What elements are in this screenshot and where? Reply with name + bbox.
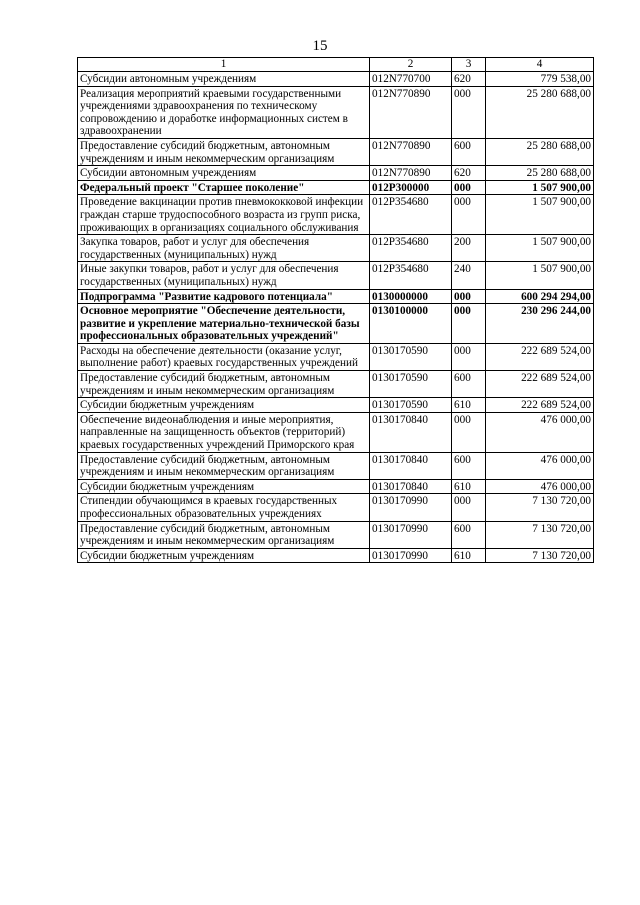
table-row (78, 180, 594, 195)
row-amount: 1 507 900,00 (486, 262, 594, 289)
row-description: Обеспечение видеонаблюдения и иные мероприятия, направленные на защищенность объектов (территорий) краевых государственных учреждений Приморского края (78, 412, 370, 452)
row-target-code: 012N770890 (370, 166, 452, 181)
row-amount: 222 689 524,00 (486, 398, 594, 413)
row-target-code: 012P354680 (370, 235, 452, 262)
row-amount: 1 507 900,00 (486, 235, 594, 262)
row-amount: 476 000,00 (486, 479, 594, 494)
table-row (78, 521, 594, 548)
row-description: Федеральный проект "Старшее поколение" (78, 180, 370, 195)
row-expense-type: 600 (452, 521, 486, 548)
row-target-code: 0130170840 (370, 412, 452, 452)
row-amount: 7 130 720,00 (486, 494, 594, 521)
row-amount: 7 130 720,00 (486, 521, 594, 548)
row-target-code: 0130100000 (370, 304, 452, 344)
row-expense-type: 610 (452, 548, 486, 563)
row-expense-type: 240 (452, 262, 486, 289)
row-target-code: 0130170990 (370, 494, 452, 521)
table-row (78, 289, 594, 304)
row-description: Предоставление субсидий бюджетным, автономным учреждениям и иным некоммерческим организациям (78, 138, 370, 165)
table-row (78, 371, 594, 398)
row-description: Предоставление субсидий бюджетным, автономным учреждениям и иным некоммерческим организациям (78, 371, 370, 398)
row-amount: 476 000,00 (486, 412, 594, 452)
header-col-1: 1 (78, 58, 370, 72)
row-expense-type: 000 (452, 86, 486, 138)
table-row (78, 72, 594, 87)
row-target-code: 012N770700 (370, 72, 452, 87)
table-row (78, 343, 594, 370)
budget-table (77, 57, 594, 563)
table-row (78, 166, 594, 181)
row-expense-type: 000 (452, 180, 486, 195)
row-expense-type: 600 (452, 371, 486, 398)
row-target-code: 012P300000 (370, 180, 452, 195)
row-target-code: 012N770890 (370, 138, 452, 165)
row-target-code: 012P354680 (370, 195, 452, 235)
page-number: 15 (312, 38, 328, 54)
header-col-2: 2 (370, 58, 452, 72)
row-description: Субсидии бюджетным учреждениям (78, 548, 370, 563)
table-row (78, 398, 594, 413)
table-row (78, 86, 594, 138)
row-expense-type: 200 (452, 235, 486, 262)
row-expense-type: 610 (452, 479, 486, 494)
row-expense-type: 000 (452, 289, 486, 304)
row-target-code: 0130170840 (370, 452, 452, 479)
row-expense-type: 620 (452, 166, 486, 181)
table-row (78, 412, 594, 452)
row-target-code: 0130170990 (370, 548, 452, 563)
row-description: Иные закупки товаров, работ и услуг для обеспечения государственных (муниципальных) нужд (78, 262, 370, 289)
row-target-code: 0130170840 (370, 479, 452, 494)
table-row (78, 304, 594, 344)
row-expense-type: 000 (452, 412, 486, 452)
row-target-code: 012P354680 (370, 262, 452, 289)
table-row (78, 138, 594, 165)
row-amount: 1 507 900,00 (486, 180, 594, 195)
row-target-code: 012N770890 (370, 86, 452, 138)
row-amount: 7 130 720,00 (486, 548, 594, 563)
header-col-4: 4 (486, 58, 594, 72)
table-row (78, 262, 594, 289)
row-target-code: 0130170990 (370, 521, 452, 548)
row-expense-type: 600 (452, 138, 486, 165)
row-target-code: 0130170590 (370, 371, 452, 398)
table-row (78, 548, 594, 563)
row-description: Предоставление субсидий бюджетным, автономным учреждениям и иным некоммерческим организациям (78, 521, 370, 548)
row-expense-type: 000 (452, 304, 486, 344)
row-amount: 600 294 294,00 (486, 289, 594, 304)
table-header-row (78, 58, 594, 72)
row-expense-type: 000 (452, 343, 486, 370)
row-amount: 1 507 900,00 (486, 195, 594, 235)
row-target-code: 0130170590 (370, 398, 452, 413)
row-description: Субсидии автономным учреждениям (78, 166, 370, 181)
row-description: Субсидии бюджетным учреждениям (78, 398, 370, 413)
row-description: Расходы на обеспечение деятельности (оказание услуг, выполнение работ) краевых государственных учреждений (78, 343, 370, 370)
row-amount: 779 538,00 (486, 72, 594, 87)
row-description: Субсидии автономным учреждениям (78, 72, 370, 87)
table-row (78, 452, 594, 479)
row-amount: 222 689 524,00 (486, 371, 594, 398)
row-description: Субсидии бюджетным учреждениям (78, 479, 370, 494)
row-amount: 476 000,00 (486, 452, 594, 479)
row-description: Проведение вакцинации против пневмококковой инфекции граждан старше трудоспособного возраста из групп риска, проживающих в организациях социального обслуживания (78, 195, 370, 235)
row-description: Предоставление субсидий бюджетным, автономным учреждениям и иным некоммерческим организациям (78, 452, 370, 479)
row-description: Закупка товаров, работ и услуг для обеспечения государственных (муниципальных) нужд (78, 235, 370, 262)
header-col-3: 3 (452, 58, 486, 72)
table-row (78, 195, 594, 235)
row-expense-type: 610 (452, 398, 486, 413)
row-description: Основное мероприятие "Обеспечение деятельности, развитие и укрепление материально-технической базы профессиональных образовательных учреждений" (78, 304, 370, 344)
row-target-code: 0130170590 (370, 343, 452, 370)
row-amount: 222 689 524,00 (486, 343, 594, 370)
row-amount: 25 280 688,00 (486, 138, 594, 165)
table-row (78, 494, 594, 521)
budget-table-body (78, 58, 594, 563)
table-row (78, 235, 594, 262)
row-expense-type: 620 (452, 72, 486, 87)
table-row (78, 479, 594, 494)
row-description: Реализация мероприятий краевыми государственными учреждениями здравоохранения по техническому сопровождению и доработке информационных систем в здравоохранении (78, 86, 370, 138)
row-amount: 25 280 688,00 (486, 166, 594, 181)
row-expense-type: 000 (452, 494, 486, 521)
row-description: Подпрограмма "Развитие кадрового потенциала" (78, 289, 370, 304)
row-amount: 230 296 244,00 (486, 304, 594, 344)
row-target-code: 0130000000 (370, 289, 452, 304)
row-expense-type: 600 (452, 452, 486, 479)
row-amount: 25 280 688,00 (486, 86, 594, 138)
row-description: Стипендии обучающимся в краевых государственных профессиональных образовательных учреждениях (78, 494, 370, 521)
row-expense-type: 000 (452, 195, 486, 235)
